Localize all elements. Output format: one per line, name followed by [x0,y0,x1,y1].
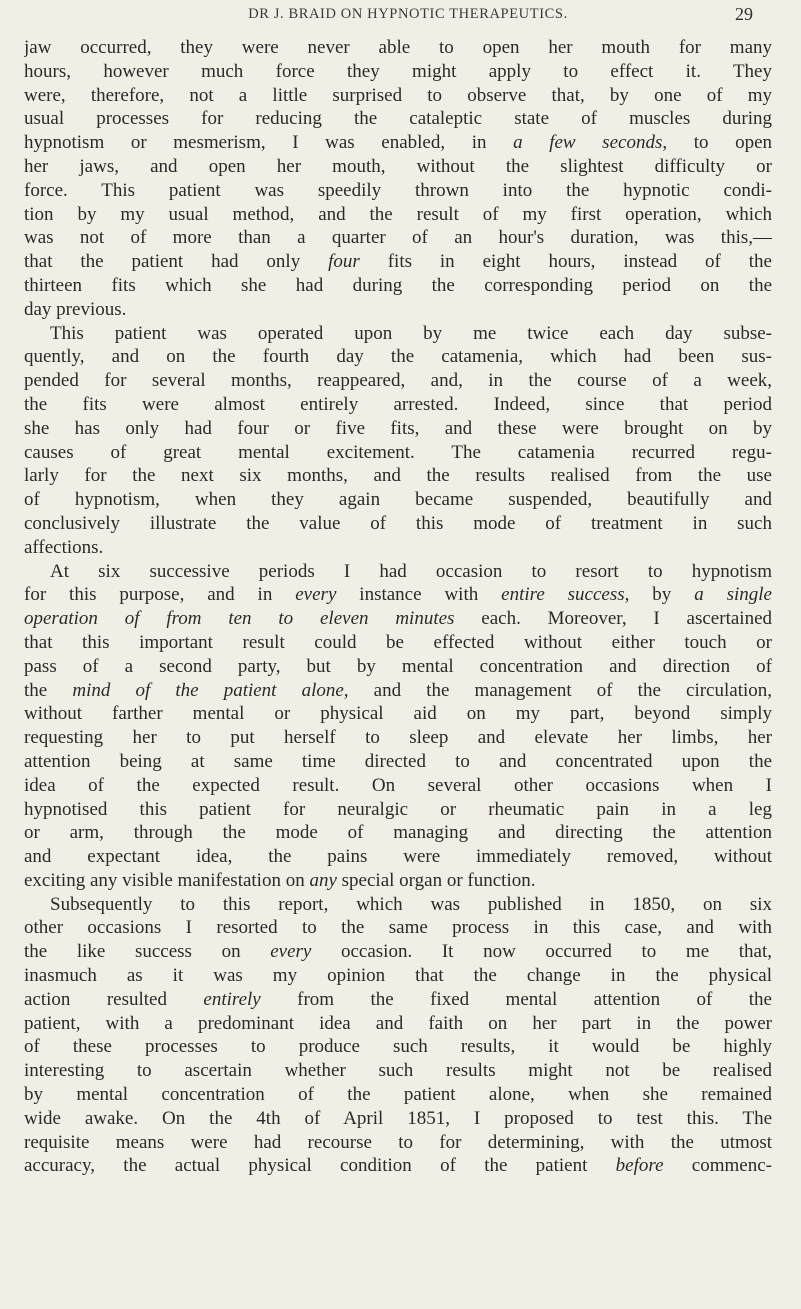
italic-text: entire success [501,584,625,606]
text-segment: were, therefore, not a little surprised to observe that, by one of my [24,84,772,106]
text-line [24,155,772,179]
text-segment: requisite means were had recourse to for determining, with the utmost [24,1131,772,1153]
text-segment: pass of a second party, but by mental concentration and direction of [24,655,772,677]
text-line [24,488,772,512]
text-line [24,1012,772,1036]
italic-text: four [328,251,360,273]
italic-text: mind of the patient alone [72,679,344,701]
text-line [24,1083,772,1107]
text-segment: by mental concentration of the patient alone, when she remained [24,1084,772,1106]
text-line [24,417,772,441]
text-line [24,940,772,964]
text-line [24,322,772,346]
text-line [24,655,772,679]
text-segment: the like success on [24,941,271,963]
text-line [24,1107,772,1131]
italic-text: before [615,1155,664,1177]
text-segment: This patient was operated upon by me twice each day subse- [50,322,772,344]
text-line [24,226,772,250]
text-line [24,250,772,274]
text-segment: , by [624,584,695,606]
text-line [24,345,772,369]
italic-text: operation of from ten to eleven minutes [24,608,455,630]
text-segment: , to open [662,132,772,154]
text-line [24,1131,772,1155]
text-line [24,464,772,488]
text-line [24,750,772,774]
text-segment: tion by my usual method, and the result of my first operation, which [24,203,772,225]
text-segment: occasion. It now occurred to me that, [311,941,772,963]
text-line [24,893,772,917]
text-segment: wide awake. On the 4th of April 1851, I proposed to test this. The [24,1107,772,1129]
text-segment: inasmuch as it was my opinion that the change in the physical [24,965,772,987]
text-segment: jaw occurred, they were never able to open her mouth for many [24,37,772,58]
text-line [24,607,772,631]
text-line [24,988,772,1012]
text-segment: and expectant idea, the pains were immediately removed, without [24,846,772,868]
running-head: DR J. BRAID ON HYPNOTIC THERAPEUTICS. [248,6,568,22]
text-segment: , and the management of the circulation, [343,679,772,701]
text-segment: At six successive periods I had occasion to resort to hypnotism [50,560,772,582]
text-line [24,845,772,869]
text-line [24,774,772,798]
text-line [24,798,772,822]
text-segment: fits in eight hours, instead of the [359,251,772,273]
text-segment: quently, and on the fourth day the catamenia, which had been sus- [24,346,772,368]
text-line [24,369,772,393]
text-line [24,203,772,227]
text-line [24,60,772,84]
italic-text: every [295,584,337,606]
text-line [24,916,772,940]
text-segment: was not of more than a quarter of an hour's duration, was this,— [24,227,772,249]
text-line [24,298,772,322]
text-segment: conclusively illustrate the value of this mode of treatment in such [24,512,772,534]
text-segment: thirteen fits which she had during the corresponding period on the [24,274,772,296]
text-segment: the [24,679,73,701]
text-segment: patient, with a predominant idea and faith on her part in the power [24,1012,772,1034]
text-segment: that the patient had only [24,251,329,273]
text-line [24,179,772,203]
text-segment: or arm, through the mode of managing and directing the attention [24,822,772,844]
text-segment: she has only had four or five fits, and these were brought on by [24,417,772,439]
text-segment: interesting to ascertain whether such results might not be realised [24,1060,772,1082]
text-segment: accuracy, the actual physical condition of the patient [24,1155,616,1177]
text-line [24,393,772,417]
text-segment: of hypnotism, when they again became suspended, beautifully and [24,489,772,511]
text-line [24,36,772,60]
text-segment: Subsequently to this report, which was published in 1850, on six [50,893,772,915]
text-line [24,869,772,893]
text-segment: usual processes for reducing the cataleptic state of muscles during [24,108,772,130]
text-line [24,84,772,108]
page-number: 29 [735,4,753,24]
text-line [24,702,772,726]
text-segment: special organ or function. [336,869,536,891]
text-segment: hypnotised this patient for neuralgic or rheumatic pain in a leg [24,798,772,820]
text-line [24,583,772,607]
text-segment: without farther mental or physical aid on my part, beyond simply [24,703,772,725]
text-segment: the fits were almost entirely arrested. Indeed, since that period [24,393,772,415]
text-segment: day previous. [24,298,127,320]
text-segment: hypnotism or mesmerism, I was enabled, in [24,132,514,154]
text-segment: commenc- [663,1155,772,1177]
text-line [24,631,772,655]
text-line [24,274,772,298]
text-segment: attention being at same time directed to and concentrated upon the [24,750,772,772]
text-line [24,964,772,988]
text-segment: of these processes to produce such results, it would be highly [24,1036,772,1058]
text-segment: her jaws, and open her mouth, without the slightest difficulty or [24,155,772,177]
text-segment: pended for several months, reappeared, and, in the course of a week, [24,370,772,392]
text-line [24,107,772,131]
text-segment: that this important result could be effected without either touch or [24,631,772,653]
text-segment: hours, however much force they might apply to effect it. They [24,60,772,82]
text-line [24,1059,772,1083]
text-line [24,441,772,465]
text-line [24,536,772,560]
text-line [24,679,772,703]
text-segment: instance with [336,584,502,606]
text-segment: affections. [24,536,104,558]
text-line [24,560,772,584]
italic-text: a single [694,584,772,606]
text-line [24,821,772,845]
text-segment: exciting any visible manifestation on [24,869,310,891]
text-segment: requesting her to put herself to sleep and elevate her limbs, her [24,727,772,749]
text-line [24,512,772,536]
text-line [24,131,772,155]
italic-text: a few seconds [513,132,663,154]
text-segment: action resulted [24,988,204,1010]
text-segment: for this purpose, and in [24,584,296,606]
text-segment: each. Moreover, I ascertained [454,608,772,630]
text-line [24,1035,772,1059]
text-line [24,726,772,750]
text-segment: other occasions I resorted to the same process in this case, and with [24,917,772,939]
text-line [24,1154,772,1178]
text-segment: idea of the expected result. On several other occasions when I [24,774,772,796]
italic-text: any [309,869,337,891]
body-text [24,36,772,1178]
italic-text: every [270,941,312,963]
italic-text: entirely [203,988,261,1010]
text-segment: from the fixed mental attention of the [260,988,772,1010]
text-segment: force. This patient was speedily thrown into the hypnotic condi- [24,179,772,201]
text-segment: causes of great mental excitement. The catamenia recurred regu- [24,441,772,463]
text-segment: larly for the next six months, and the results realised from the use [24,465,772,487]
